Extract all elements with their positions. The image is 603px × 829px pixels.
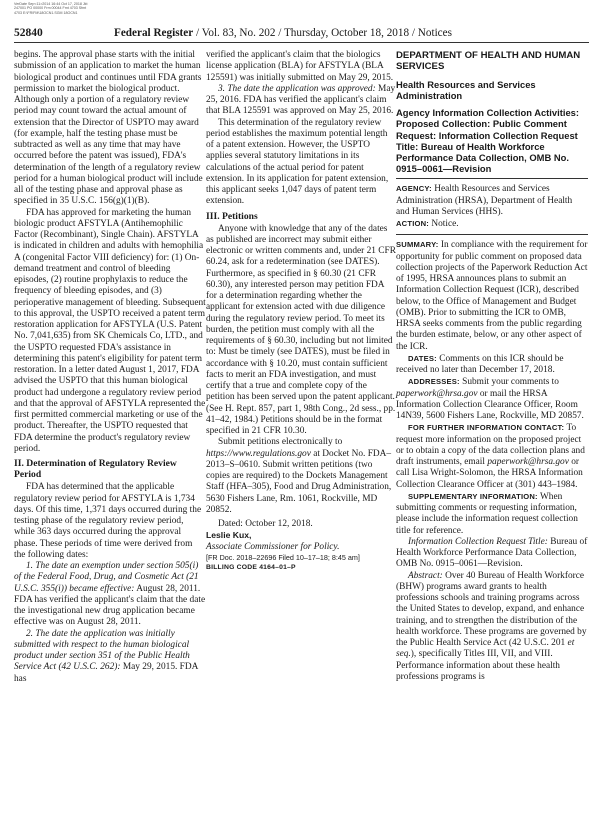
section-heading: II. Determination of Regulatory Review Period <box>14 458 177 481</box>
signer-name: Leslie Kux, <box>206 530 252 541</box>
date-item-lead: 3. The date the application was approved: <box>218 83 376 94</box>
paragraph: This determination of the regulatory review period establishes the maximum potential length of a patent extension. However, the USPTO applies several statutory limitations in its calculations of the actual period for patent extension. In its application for patent extension, this applicant seeks 1,047 days of patent term extension. <box>206 117 389 207</box>
fr-doc-line: [FR Doc. 2018–22696 Filed 10–17–18; 8:45 am] <box>206 552 360 562</box>
text: Bureau of Health Workforce Performance Data Collection, OMB No. 0915–0061—Revision. <box>396 536 588 570</box>
date-item-text: August 28, 2011. FDA has verified the applicant's claim that the date the investigational new drug application became effective was on August 28, 2011. <box>14 583 206 628</box>
paragraph: Anyone with knowledge that any of the dates as published are incorrect may submit either electronic or written comments and, under 21 CFR 60.24, ask for a redetermination (see DATES). Furthermore, as specified in § 60.30 (21 CFR 60.30), any interested person may petition FDA for a determination regarding whether the applicant for extension acted with due diligence during the regulatory review period. To meet its burden, the petition must comply with all the requirements of § 60.30, including but not limited to: Must be timely (see DATES), must be filed in accordance with § 10.20, must contain sufficient facts to merit an FDA investigation, and must certify that a true and complete copy of the petition has been served upon the patent applicant. (See H. Rept. 857, part 1, 98th Cong., 2d sess., pp. 41–42, 1984.) Petitions should be in the format specified in 21 CFR 10.30. <box>206 223 396 437</box>
section-heading: III. Petitions <box>206 210 258 222</box>
paragraph: verified the applicant's claim that the biologics license application (BLA) for AFSTYLA (BLA 125591) was initially submitted on May 29, 2015. <box>206 50 394 83</box>
supplementary-paragraph <box>396 491 588 537</box>
column-3 <box>396 50 588 683</box>
label: DATES: <box>408 353 437 363</box>
text: Health Resources and Services Administration (HRSA), Department of Health and Human Services (HHS). <box>396 184 573 217</box>
email-link[interactable]: paperwork@hrsa.gov <box>487 457 569 468</box>
text: Over 40 Bureau of Health Workforce (BHW) programs award grants to health professions schools and training programs across the United States to develop, expand, and enhance training, and to strengthen the distribution of the health workforce. These programs are governed by the Public Health Service Act (42 U.S.C. 201 <box>396 570 587 649</box>
abstract-paragraph <box>396 571 588 684</box>
paragraph: begins. The approval phase starts with the initial submission of an application to market the human biological product and continues until FDA grants permission to market the biological product. Although only a portion of a regulatory review period may count toward the actual amount of extension that the Director of USPTO may award (for example, half the testing phase must be subtracted as well as any time that may have occurred before the patent was issued), FDA's determination of the length of a regulatory review period for a human biological product will include all of the testing phase and approval phase as specified in 35 U.S.C. 156(g)(1)(B). <box>14 50 203 207</box>
date-item-lead: 2. The date the application was initially submitted with respect to the human biological product under section 351 of the Public Health Service Act (42 U.S.C. 262): <box>14 628 190 673</box>
text: In compliance with the requirement for opportunity for public comment on proposed data collection projects of the Paperwork Reduction Act of 1995, HRSA announces plans to submit an Information Collection Request (ICR), described below, to the Office of Management and Budget (OMB). Prior to submitting the ICR to OMB, HRSA seeks comments from the public regarding the burden estimate, below, or any other aspect of the ICR. <box>396 240 588 352</box>
text: et seq. <box>396 638 575 660</box>
notice-title: Agency Information Collection Activities: Proposed Collection: Public Comment Request: Information Collection Request Title: Bureau of Health Workforce Performance Data Collection, OMB No. 0915–0061—Revision <box>396 107 580 175</box>
dated-line: Dated: October 12, 2018. <box>218 519 313 530</box>
text: Comments on this ICR should be received no later than December 17, 2018. <box>396 353 564 376</box>
date-item-lead: 1. The date an exemption under section 505(i) of the Federal Food, Drug, and Cosmetic Act (21 U.S.C. 355(i)) became effective: <box>14 561 199 594</box>
agency-line <box>396 183 588 218</box>
page-header <box>14 26 589 43</box>
summary-paragraph <box>396 239 588 353</box>
paragraph <box>14 629 206 685</box>
label: FOR FURTHER INFORMATION CONTACT: <box>408 423 565 433</box>
journal-name: Federal Register <box>114 27 194 39</box>
text: When submitting comments or requesting information, please include the information request collection title for reference. <box>396 491 578 536</box>
paragraph: FDA has determined that the applicable regulatory review period for AFSTYLA is 1,734 days. Of this time, 1,371 days occurred during the testing phase of the regulatory review period, while 363 days occurred during the approval phase. These periods of time were derived from the following dates: <box>14 482 202 560</box>
text: Submit petitions electronically to <box>218 437 343 448</box>
label: SUPPLEMENTARY INFORMATION: <box>408 491 538 501</box>
lead-in: Abstract: <box>408 570 443 581</box>
divider <box>396 178 588 179</box>
text: Submit your comments to <box>459 377 559 388</box>
paragraph: FDA has approved for marketing the human biologic product AFSTYLA (Antihemophilic Factor (Recombinant), Single Chain). AFSTYLA is indicated in children and adults with hemophilia A (congenital Factor VIII deficiency) for: (1) On-demand treatment and control of bleeding episodes, (2) routine prophylaxis to reduce the frequency of bleeding episodes, and (3) perioperative management of bleeding. Subsequent to this approval, the USPTO received a patent term restoration application for AFSTYLA (U.S. Patent No. 7,041,635) from SK Chemicals Co, LTD., and the USPTO requested FDA's assistance in determining this patent's eligibility for patent term restoration. In a letter dated August 1, 2017, FDA advised the USPTO that this human biological product had undergone a regulatory review period and that the approval of AFSTYLA represented the first permitted commercial marketing or use of the product. Thereafter, the USPTO requested that FDA determine the product's regulatory review period. <box>14 207 206 454</box>
addresses-paragraph <box>396 376 588 422</box>
column-2 <box>206 50 396 574</box>
date-item-text: May 25, 2016. FDA has verified the applicant's claim that BLA 125591 was approved on May 25, 2016. <box>206 83 396 117</box>
label: ADDRESSES: <box>408 377 460 387</box>
email-link[interactable]: paperwork@hrsa.gov <box>396 388 478 399</box>
dates-paragraph <box>396 353 588 377</box>
text: To request more information on the proposed project or to obtain a copy of the data collection plans and draft instruments, email <box>396 423 585 468</box>
action-line <box>396 218 588 230</box>
paragraph <box>206 84 396 118</box>
label: ACTION: <box>396 219 430 229</box>
department-heading: DEPARTMENT OF HEALTH AND HUMAN SERVICES <box>396 50 581 73</box>
volume-date: / Vol. 83, No. 202 / Thursday, October 18, 2018 / Notices <box>193 27 452 39</box>
sub-agency-heading: Health Resources and Services Administration <box>396 78 536 102</box>
text: ), specifically Titles III, VII, and VIII. Performance information about these health professions programs is <box>396 649 560 682</box>
text: Notice. <box>429 219 459 230</box>
paragraph <box>206 437 396 516</box>
lead-in: Information Collection Request Title: <box>408 536 548 547</box>
signer-title: Associate Commissioner for Policy. <box>206 541 340 552</box>
watermark-seal: VerDate Sep<11>2014 16:44 Oct 17, 2018 Jkt 247001 PO 00000 Frm 00044 Fmt 4703 Sfmt 4703 E:\FR\FM\18OCN1.SGM 18OCN1 <box>14 2 88 15</box>
text: at Docket No. FDA–2013–S–0610. Submit written petitions (two copies are required) to the Dockets Management Staff (HFA–305), Food and Drug Administration, 5630 Fishers Lane, Rm. 1061, Rockville, MD 20852. <box>206 448 392 515</box>
date-item-text: May 29, 2015. FDA has <box>14 662 198 684</box>
icr-title-paragraph <box>396 537 588 571</box>
page-number: 52840 <box>14 27 43 39</box>
column-1 <box>14 50 206 685</box>
text: or call Lisa Wright-Solomon, the HRSA Information Collection Clearance Officer at (301) 443–1984. <box>396 457 583 490</box>
paragraph <box>14 561 206 629</box>
divider <box>396 234 588 235</box>
text: or mail the HRSA Information Collection Clearance Officer, Room 14N39, 5600 Fishers Lane, Rockville, MD 20857. <box>396 388 584 422</box>
label: SUMMARY: <box>396 240 439 250</box>
contact-paragraph <box>396 422 588 491</box>
regulations-link[interactable]: https://www.regulations.gov <box>206 448 311 459</box>
label: AGENCY: <box>396 184 432 194</box>
running-head <box>114 26 452 40</box>
billing-code: BILLING CODE 4164–01–P <box>206 564 296 572</box>
